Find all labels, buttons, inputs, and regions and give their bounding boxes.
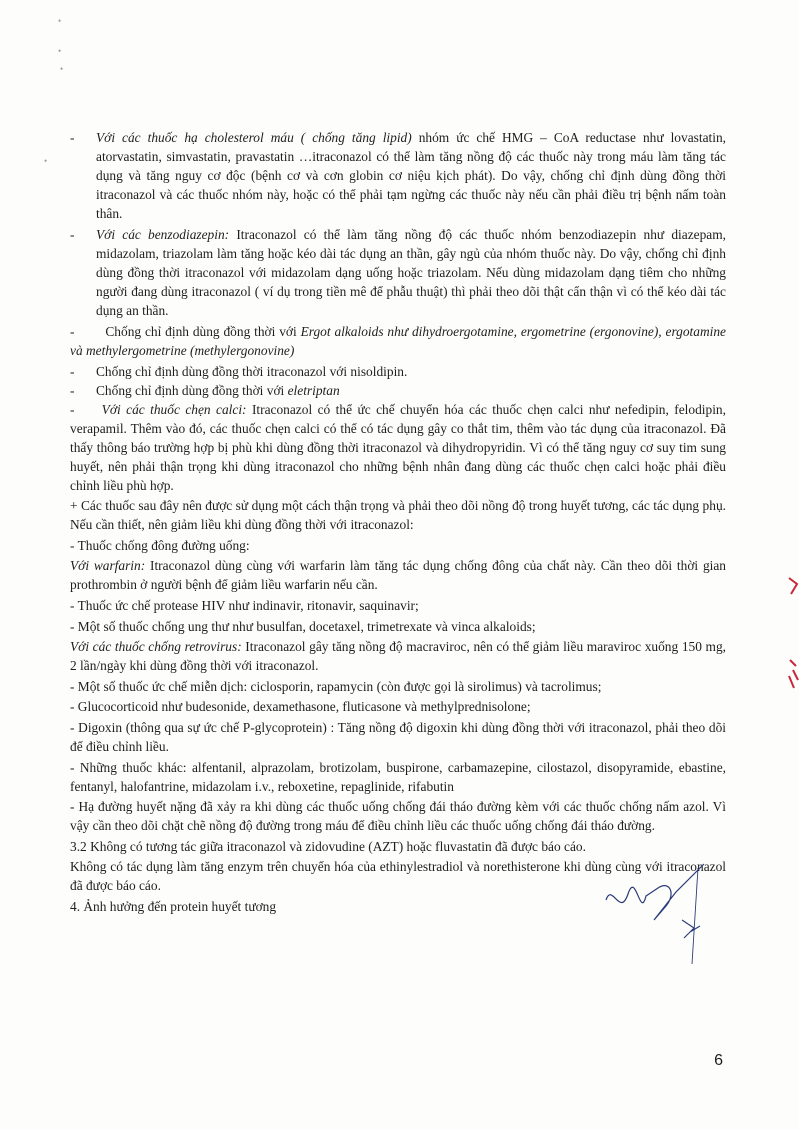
scan-dot: • xyxy=(58,16,62,26)
anticancer-item: - Một số thuốc chống ung thư như busulfan, docetaxel, trimetrexate và vinca alkaloids; xyxy=(70,618,536,634)
retrovirus-lead: Với các thuốc chống retrovirus: xyxy=(70,639,242,655)
bullet-text: Chống chỉ định dùng đồng thời với xyxy=(96,382,288,398)
bullet-dash: - xyxy=(70,363,75,379)
bullet-italic: eletriptan xyxy=(287,382,340,398)
glucocorticoid-item: - Glucocorticoid như budesonide, dexamethasone, fluticasone và methylprednisolone; xyxy=(70,699,531,715)
scan-dot: • xyxy=(44,156,48,166)
page-number: 6 xyxy=(714,1052,723,1069)
scan-dot: • xyxy=(60,64,64,74)
bullet-ergot xyxy=(70,322,726,360)
hypoglycemia-item: - Hạ đường huyết nặng đã xảy ra khi dùng các thuốc uống chống đái tháo đường kèm với các thuốc chống nấm azol. Vì vậy cần theo dõi chặt chẽ nồng độ đường trong máu để điều chỉnh liều các thuốc uống chống đái tháo đường. xyxy=(70,799,726,834)
retrovirus-text: Itraconazol gây tăng nồng độ macraviroc, nên có thể giảm liều maraviroc xuống 150 mg, 2 lần/ngày khi dùng đồng thời với itraconazol. xyxy=(70,639,726,674)
signature-scribble-icon xyxy=(600,860,710,965)
warfarin-text: Itraconazol dùng cùng với warfarin làm tăng tác dụng chống đông của chất này. Cần theo dõi thời gian prothrombin ở người bệnh để giảm liều warfarin nếu cần. xyxy=(70,558,726,593)
section-3-2: 3.2 Không có tương tác giữa itraconazol và zidovudine (AZT) hoặc fluvastatin đã được báo cáo. xyxy=(70,838,586,854)
bullet-dash: - xyxy=(70,227,75,242)
other-drugs-item: - Những thuốc khác: alfentanil, alprazolam, brotizolam, buspirone, carbamazepine, cilostazol, disopyramide, ebastine, fentanyl, halofantrine, midazolam i.v., reboxetine, repaglinide, rifabutin xyxy=(70,759,726,794)
bullet-dash: - xyxy=(70,324,75,339)
anticoagulant-item: - Thuốc chống đông đường uống: xyxy=(70,537,250,553)
bullet-lead: Với các benzodiazepin: xyxy=(96,227,230,242)
bullet-text: Chống chỉ định dùng đồng thời itraconazol với nisoldipin. xyxy=(96,363,408,379)
bullet-nisoldipin xyxy=(70,362,726,381)
bullet-eletriptan xyxy=(70,381,726,400)
warfarin-paragraph xyxy=(70,556,726,594)
bullet-dash: - xyxy=(70,401,75,417)
bullet-text: Chống chỉ định dùng đồng thời với xyxy=(105,324,301,339)
protease-item: - Thuốc ức chế protease HIV như indinavir, ritonavir, saquinavir; xyxy=(70,597,419,613)
immunosuppressant-item: - Một số thuốc ức chế miễn dịch: ciclosporin, rapamycin (còn được gọi là sirolimus) và tacrolimus; xyxy=(70,678,602,694)
bullet-cholesterol xyxy=(70,128,726,223)
bullet-text: nhóm ức chế HMG – CoA reductase như lovastatin, atorvastatin, simvastatin, pravastatin …itraconazol có thể làm tăng nồng độ các thuốc này trong máu làm tăng tác dụng và tăng nguy cơ độc (bệnh cơ và cơn globin cơ niệu kịch phát). Do vậy, chống chỉ định dùng đồng thời itraconazol và các thuốc nhóm này, hoặc có thể phải tạm ngừng các thuốc này nếu cần phải điều trị bệnh nấm toàn thân. xyxy=(96,130,726,221)
warfarin-lead: Với warfarin: xyxy=(70,558,146,574)
bullet-benzodiazepin xyxy=(70,225,726,320)
ethinylestradiol-paragraph: Không có tác dụng làm tăng enzym trên chuyển hóa của ethinylestradiol và norethisterone khi dùng cùng với itraconazol đã được báo cáo. xyxy=(70,859,726,894)
retrovirus-paragraph xyxy=(70,637,726,675)
bullet-italic: Ergot alkaloids như dihydroergotamine, ergometrine (ergonovine), ergotamine và methylergometrine (methylergonovine) xyxy=(70,324,726,358)
bullet-lead: Với các thuốc hạ cholesterol máu ( chống tăng lipid) xyxy=(96,130,412,145)
digoxin-item: - Digoxin (thông qua sự ức chế P-glycoprotein) : Tăng nồng độ digoxin khi dùng đồng thời với itraconazol, phải theo dõi để điều chỉnh liều. xyxy=(70,719,726,754)
section-4-heading: 4. Ảnh hưởng đến protein huyết tương xyxy=(70,898,277,914)
red-stamp-edge-icon xyxy=(787,570,799,690)
bullet-calci xyxy=(70,400,726,495)
document-body xyxy=(70,128,726,918)
bullet-dash: - xyxy=(70,130,75,145)
scan-dot: • xyxy=(58,46,62,56)
bullet-text: Itraconazol có thể làm tăng nồng độ các thuốc nhóm benzodiazepin như diazepam, midazolam, triazolam làm tăng hoặc kéo dài tác dụng an thần, gây ngủ của nhóm thuốc này. Do vậy, chống chỉ định dùng đồng thời itraconazol với midazolam dạng uống hoặc triazolam. Nếu dùng midazolam dạng tiêm cho những người đang dùng itraconazol ( ví dụ trong tiền mê để phẫu thuật) thì phải theo dõi thật cẩn thận vì có thể kéo dài tác dụng an thần. xyxy=(96,227,727,318)
caution-intro: + Các thuốc sau đây nên được sử dụng một cách thận trọng và phải theo dõi nồng độ trong huyết tương, các tác dụng phụ. Nếu cần thiết, nên giảm liều khi dùng đồng thời với itraconazol: xyxy=(70,498,726,533)
bullet-lead: Với các thuốc chẹn calci: xyxy=(101,401,247,417)
bullet-text: Itraconazol có thể ức chế chuyển hóa các thuốc chẹn calci như nefedipin, felodipin, verapamil. Thêm vào đó, các thuốc chẹn calci có thể có tác dụng gây co thắt tim, thêm vào tác dụng của itraconazol. Đã thấy thông báo trường hợp bị phù khi dùng đồng thời itraconazol và dihydropyridin. Vì có thể tăng nguy cơ suy tim sung huyết, nên phải thận trọng khi dùng itraconazol cho những bệnh nhân đang dùng các thuốc chẹn calci hoặc phải điều chỉnh liều phù hợp. xyxy=(70,401,726,493)
bullet-dash: - xyxy=(70,382,75,398)
